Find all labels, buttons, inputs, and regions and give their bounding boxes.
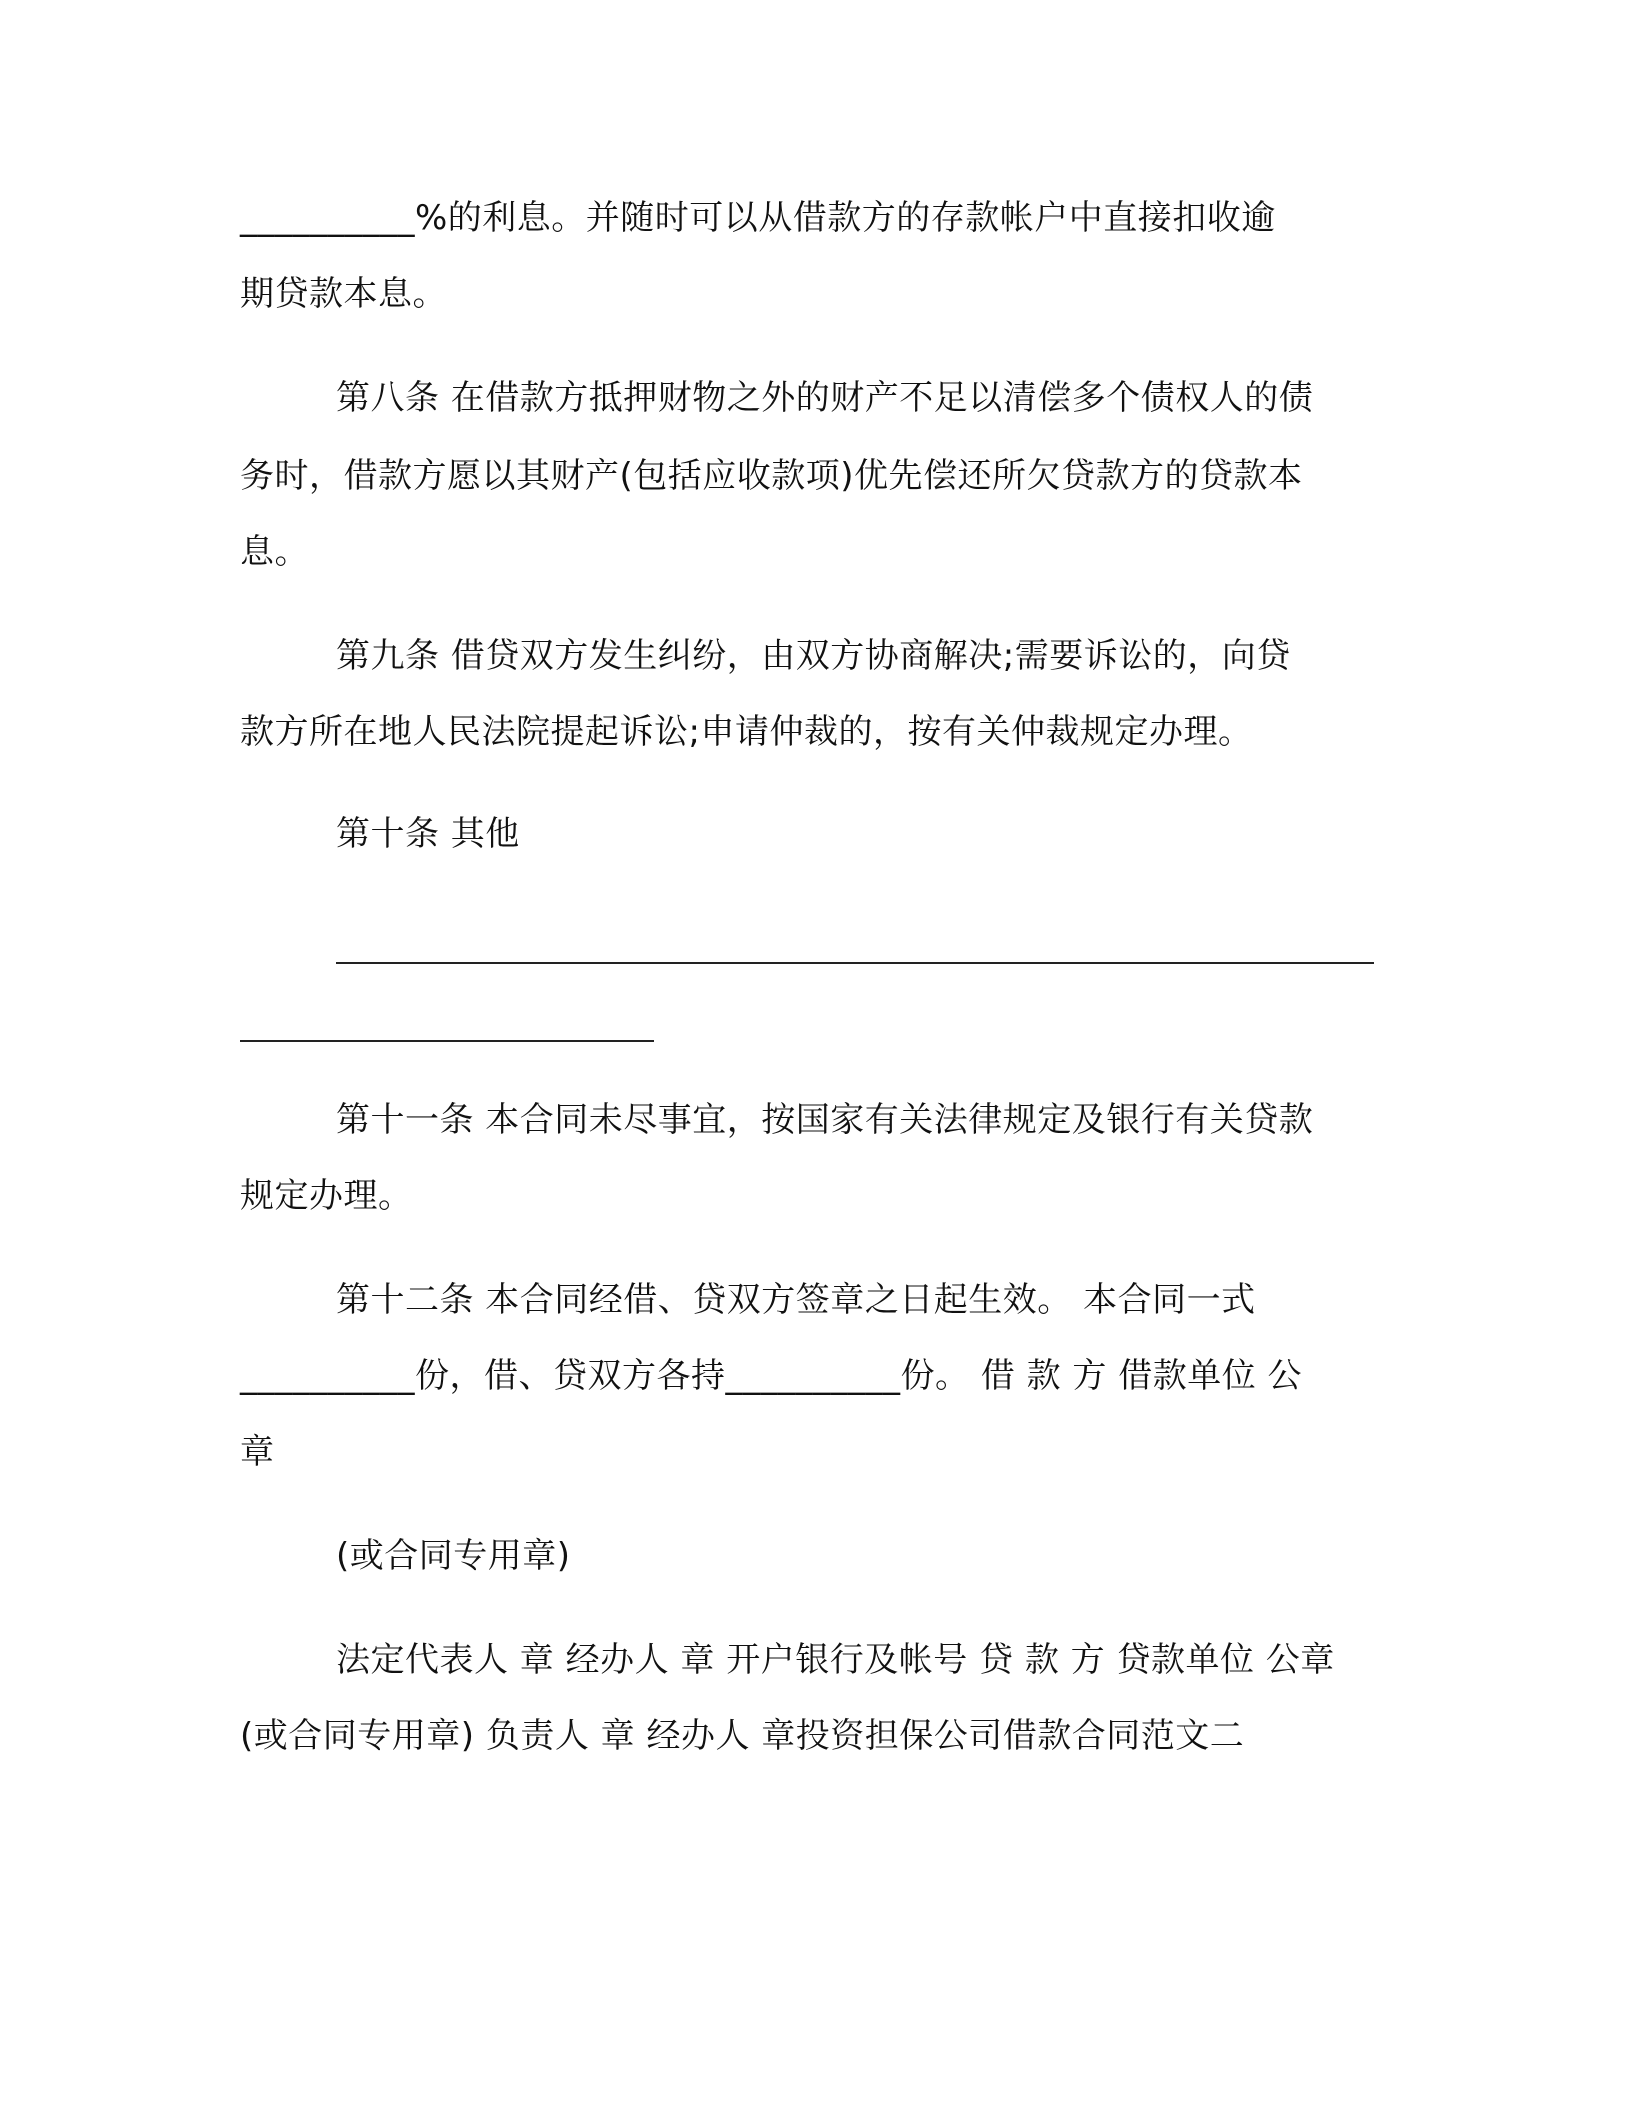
text-line: 规定办理。 [240,1176,413,1216]
text-line: 务时，借款方愿以其财产(包括应收款项)优先偿还所欠贷款方的贷款本 [240,456,1303,496]
signature-block-line: (或合同专用章) 负责人 章 经办人 章投资担保公司借款合同范文二 [240,1716,1245,1756]
blank-fill-line [240,1040,654,1042]
text-line: 期贷款本息。 [240,274,447,314]
article-8-heading-line: 第八条 在借款方抵押财物之外的财产不足以清偿多个债权人的债 [336,378,1314,418]
blank-fill-line [336,962,1374,964]
text-line: 款方所在地人民法院提起诉讼;申请仲裁的，按有关仲裁规定办理。 [240,712,1253,752]
text-line: 章 [240,1432,275,1472]
article-12-heading-line: 第十二条 本合同经借、贷双方签章之日起生效。 本合同一式 [336,1280,1256,1320]
text-line: (或合同专用章) [336,1536,571,1576]
text-line: __________%的利息。并随时可以从借款方的存款帐户中直接扣收逾 [240,198,1276,238]
signature-block-line: 法定代表人 章 经办人 章 开户银行及帐号 贷 款 方 贷款单位 公章 [336,1640,1335,1680]
text-line: __________份，借、贷双方各持__________份。 借 款 方 借款单位 公 [240,1356,1303,1396]
article-11-heading-line: 第十一条 本合同未尽事宜，按国家有关法律规定及银行有关贷款 [336,1100,1314,1140]
text-line: 息。 [240,532,309,572]
article-10-heading-line: 第十条 其他 [336,814,520,854]
article-9-heading-line: 第九条 借贷双方发生纠纷，由双方协商解决;需要诉讼的，向贷 [336,636,1291,676]
